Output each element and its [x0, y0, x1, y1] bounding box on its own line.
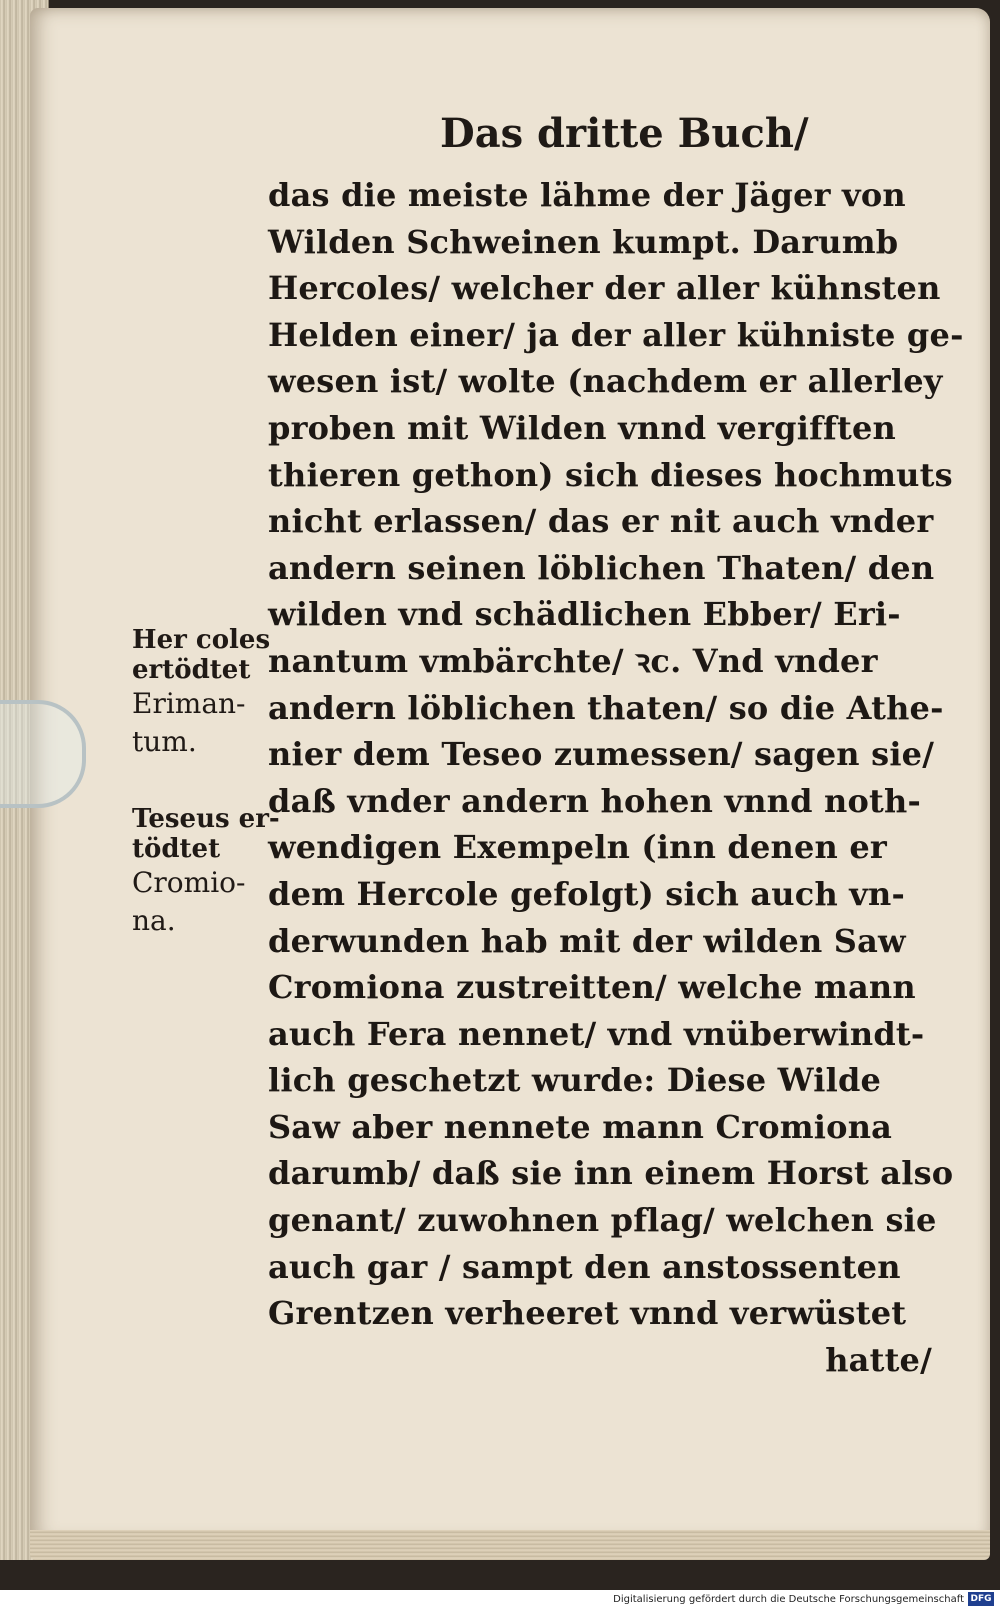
marginal-note-line: ertödtet [132, 655, 251, 685]
text-line: wesen ist/ wolte (nachdem er allerley [268, 362, 943, 401]
marginal-note-line: tödtet [132, 834, 221, 864]
page-bottom-edge [30, 1530, 990, 1560]
running-header: Das dritte Buch/ [440, 110, 809, 157]
text-line: Hercoles/ welcher der aller kühnsten [268, 269, 941, 308]
text-line: Wilden Schweinen kumpt. Darumb [268, 222, 899, 261]
text-line: auch Fera nennet/ vnd vnüberwindt- [268, 1014, 925, 1053]
text-line: lich geschetzt wurde: Diese Wilde [268, 1061, 882, 1100]
marginal-note-line: Teseus er- [132, 804, 280, 834]
text-line: Helden einer/ ja der aller kühniste ge- [268, 315, 964, 354]
marginal-note-line: tum. [132, 725, 197, 758]
text-line: wendigen Exempeln (inn denen er [268, 828, 887, 867]
text-line: thieren gethon) sich dieses hochmuts [268, 455, 953, 494]
text-line: Cromiona zustreitten/ welche mann [268, 968, 916, 1007]
marginal-note-line: Cromio- [132, 866, 246, 899]
text-line: auch gar / sampt den anstossenten [268, 1247, 901, 1286]
marginal-note-line: na. [132, 904, 176, 937]
text-line: das die meiste lähme der Jäger von [268, 176, 906, 214]
marginal-note-teseus [132, 804, 280, 940]
body-text [268, 172, 964, 1383]
text-line: Grentzen verheeret vnnd verwüstet [268, 1294, 907, 1333]
digitization-credit: Digitalisierung gefördert durch die Deutsche Forschungsgemeinschaft [613, 1594, 964, 1605]
catchword: hatte/ [825, 1340, 932, 1379]
dfg-logo: DFG [968, 1592, 994, 1606]
text-line: Saw aber nennete mann Cromiona [268, 1107, 893, 1146]
text-line: wilden vnd schädlichen Ebber/ Eri- [268, 595, 901, 634]
text-line: daß vnder andern hohen vnnd noth- [268, 781, 921, 820]
text-line: genant/ zuwohnen pflag/ welchen sie [268, 1201, 937, 1240]
text-line: andern löblichen thaten/ so die Athe- [268, 688, 944, 727]
text-line: darumb/ daß sie inn einem Horst also [268, 1154, 954, 1193]
text-line: derwunden hab mit der wilden Saw [268, 921, 906, 960]
paper-clip-icon [0, 700, 86, 808]
text-line: nier dem Teseo zumessen/ sagen sie/ [268, 735, 935, 774]
marginal-note-line: Eriman- [132, 687, 246, 720]
marginal-note-line: Her coles [132, 625, 271, 655]
marginal-note-hercoles [132, 625, 272, 761]
text-line: dem Hercole gefolgt) sich auch vn- [268, 874, 906, 913]
text-line: proben mit Wilden vnnd vergifften [268, 408, 897, 447]
text-line: andern seinen löblichen Thaten/ den [268, 548, 935, 587]
text-line: nicht erlassen/ das er nit auch vnder [268, 502, 934, 541]
text-line: nantum vmbärchte/ ꝛc. Vnd vnder [268, 641, 878, 680]
